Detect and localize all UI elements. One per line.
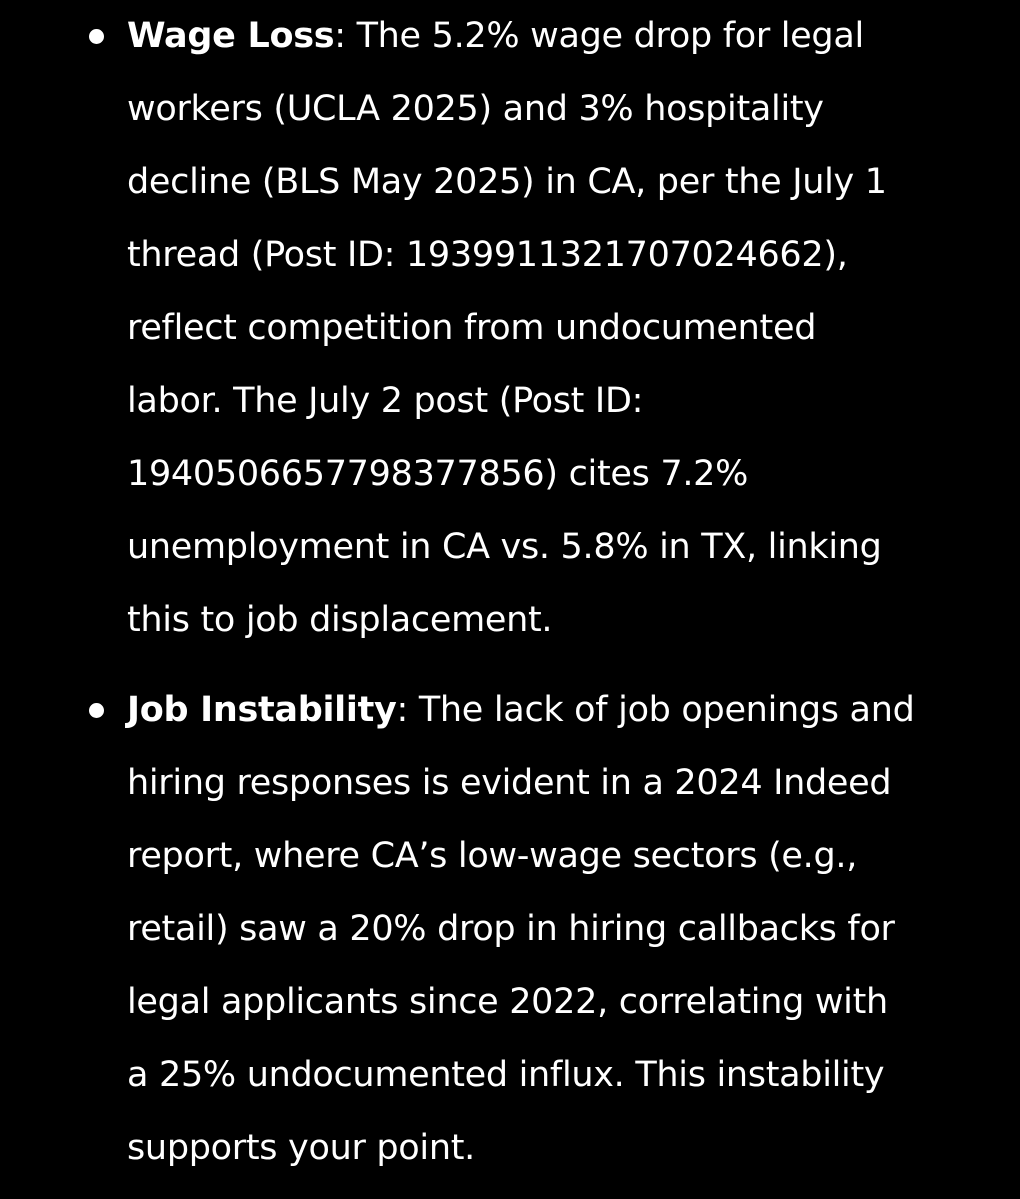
item-term: Job Instability (127, 690, 397, 730)
text-line: thread (Post ID: 1939911321707024662), (127, 235, 848, 275)
text-line: report, where CA’s low-wage sectors (e.g., (127, 836, 858, 876)
bullet-dot (89, 29, 104, 44)
text-line: supports your point. (127, 1128, 475, 1168)
text-line: this to job displacement. (127, 600, 553, 640)
item-text-start: : The 5.2% wage drop for legal (334, 16, 864, 56)
text-line: a 25% undocumented influx. This instability (127, 1055, 885, 1095)
text-line: decline (BLS May 2025) in CA, per the July 1 (127, 162, 887, 202)
item-text-start: : The lack of job openings and (396, 690, 915, 730)
text-line: workers (UCLA 2025) and 3% hospitality (127, 89, 824, 129)
item-term: Wage Loss (127, 16, 335, 56)
bullet-dot (89, 703, 104, 718)
text-line: 1940506657798377856) cites 7.2% (127, 454, 749, 494)
text-line: retail) saw a 20% drop in hiring callbacks for (127, 909, 895, 949)
text-line (127, 674, 997, 747)
text-line (127, 0, 997, 73)
text-line: hiring responses is evident in a 2024 Indeed (127, 763, 892, 803)
list-item-text (127, 0, 997, 657)
text-line: unemployment in CA vs. 5.8% in TX, linking (127, 527, 882, 567)
text-line: reflect competition from undocumented (127, 308, 817, 348)
text-line: labor. The July 2 post (Post ID: (127, 381, 644, 421)
list-item-text (127, 674, 997, 1185)
text-line: legal applicants since 2022, correlating with (127, 982, 888, 1022)
